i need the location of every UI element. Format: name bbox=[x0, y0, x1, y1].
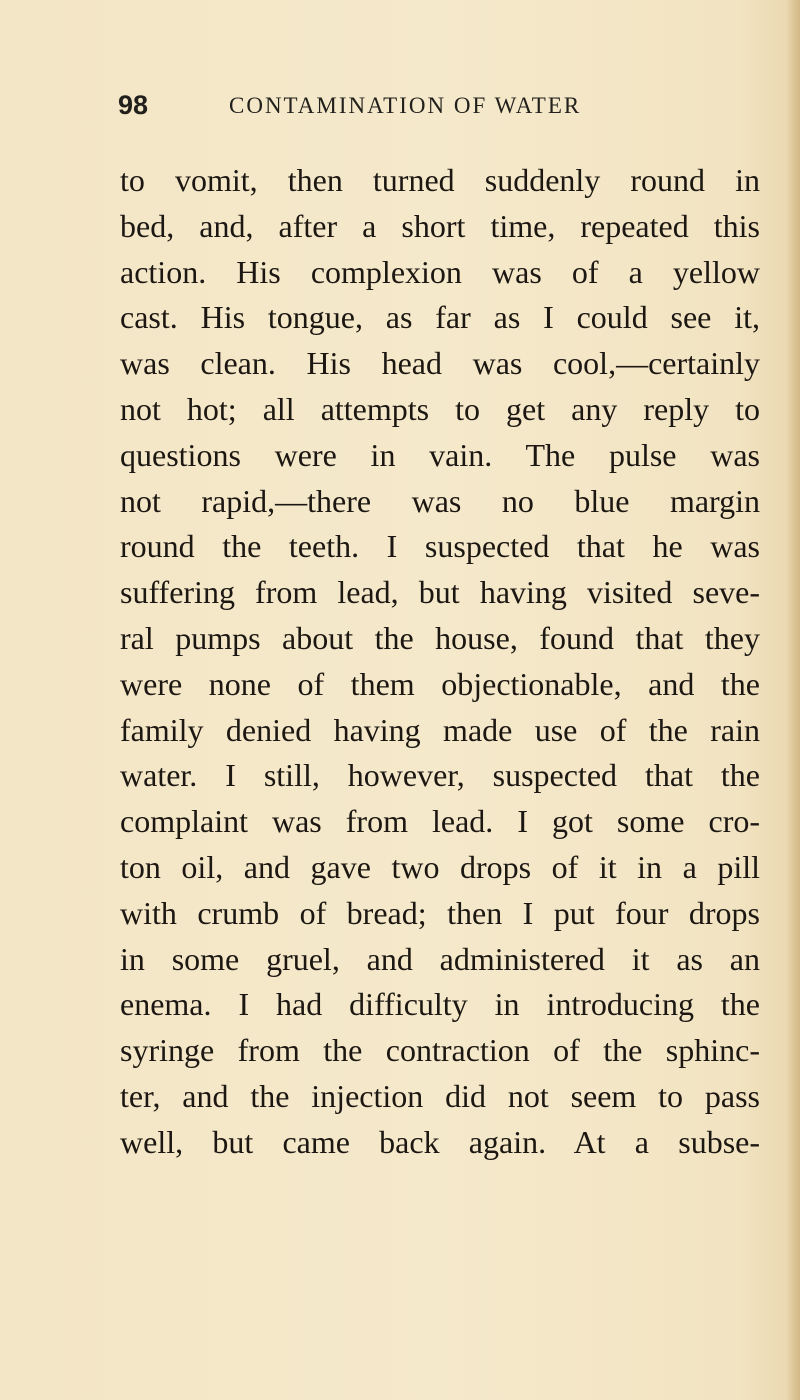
text-line: action. His complexion was of a yellow bbox=[120, 253, 760, 290]
text-line: family denied having made use of the rain bbox=[120, 711, 760, 748]
text-line: was clean. His head was cool,—certainly bbox=[120, 345, 760, 382]
text-line: ton oil, and gave two drops of it in a pill bbox=[120, 848, 760, 885]
text-line: ral pumps about the house, found that they bbox=[120, 619, 760, 656]
running-head bbox=[118, 88, 638, 122]
text-line: complaint was from lead. I got some cro- bbox=[120, 803, 760, 840]
text-line: enema. I had difficulty in introducing the bbox=[120, 986, 760, 1023]
text-line: in some gruel, and administered it as an bbox=[120, 940, 760, 977]
text-line: to vomit, then turned suddenly round in bbox=[120, 162, 760, 198]
text-line: were none of them objectionable, and the bbox=[120, 665, 760, 702]
text-line: round the teeth. I suspected that he was bbox=[120, 528, 760, 565]
text-line: cast. His tongue, as far as I could see it, bbox=[120, 299, 760, 336]
body-text bbox=[120, 158, 760, 1166]
text-line: with crumb of bread; then I put four drops bbox=[120, 894, 760, 931]
running-title: CONTAMINATION OF WATER bbox=[229, 93, 582, 118]
text-line: suffering from lead, but having visited seve- bbox=[120, 574, 760, 611]
page-number: 98 bbox=[118, 90, 149, 120]
text-line: not rapid,—there was no blue margin bbox=[120, 482, 760, 519]
text-line: ter, and the injection did not seem to pass bbox=[120, 1077, 760, 1114]
text-line: questions were in vain. The pulse was bbox=[120, 436, 760, 473]
page-edge-shadow bbox=[786, 0, 800, 1400]
text-line: bed, and, after a short time, repeated this bbox=[120, 207, 760, 244]
text-line: well, but came back again. At a subse- bbox=[120, 1123, 760, 1160]
text-line: syringe from the contraction of the sphinc- bbox=[120, 1032, 760, 1069]
text-line: water. I still, however, suspected that the bbox=[120, 757, 760, 794]
text-line: not hot; all attempts to get any reply to bbox=[120, 390, 760, 427]
